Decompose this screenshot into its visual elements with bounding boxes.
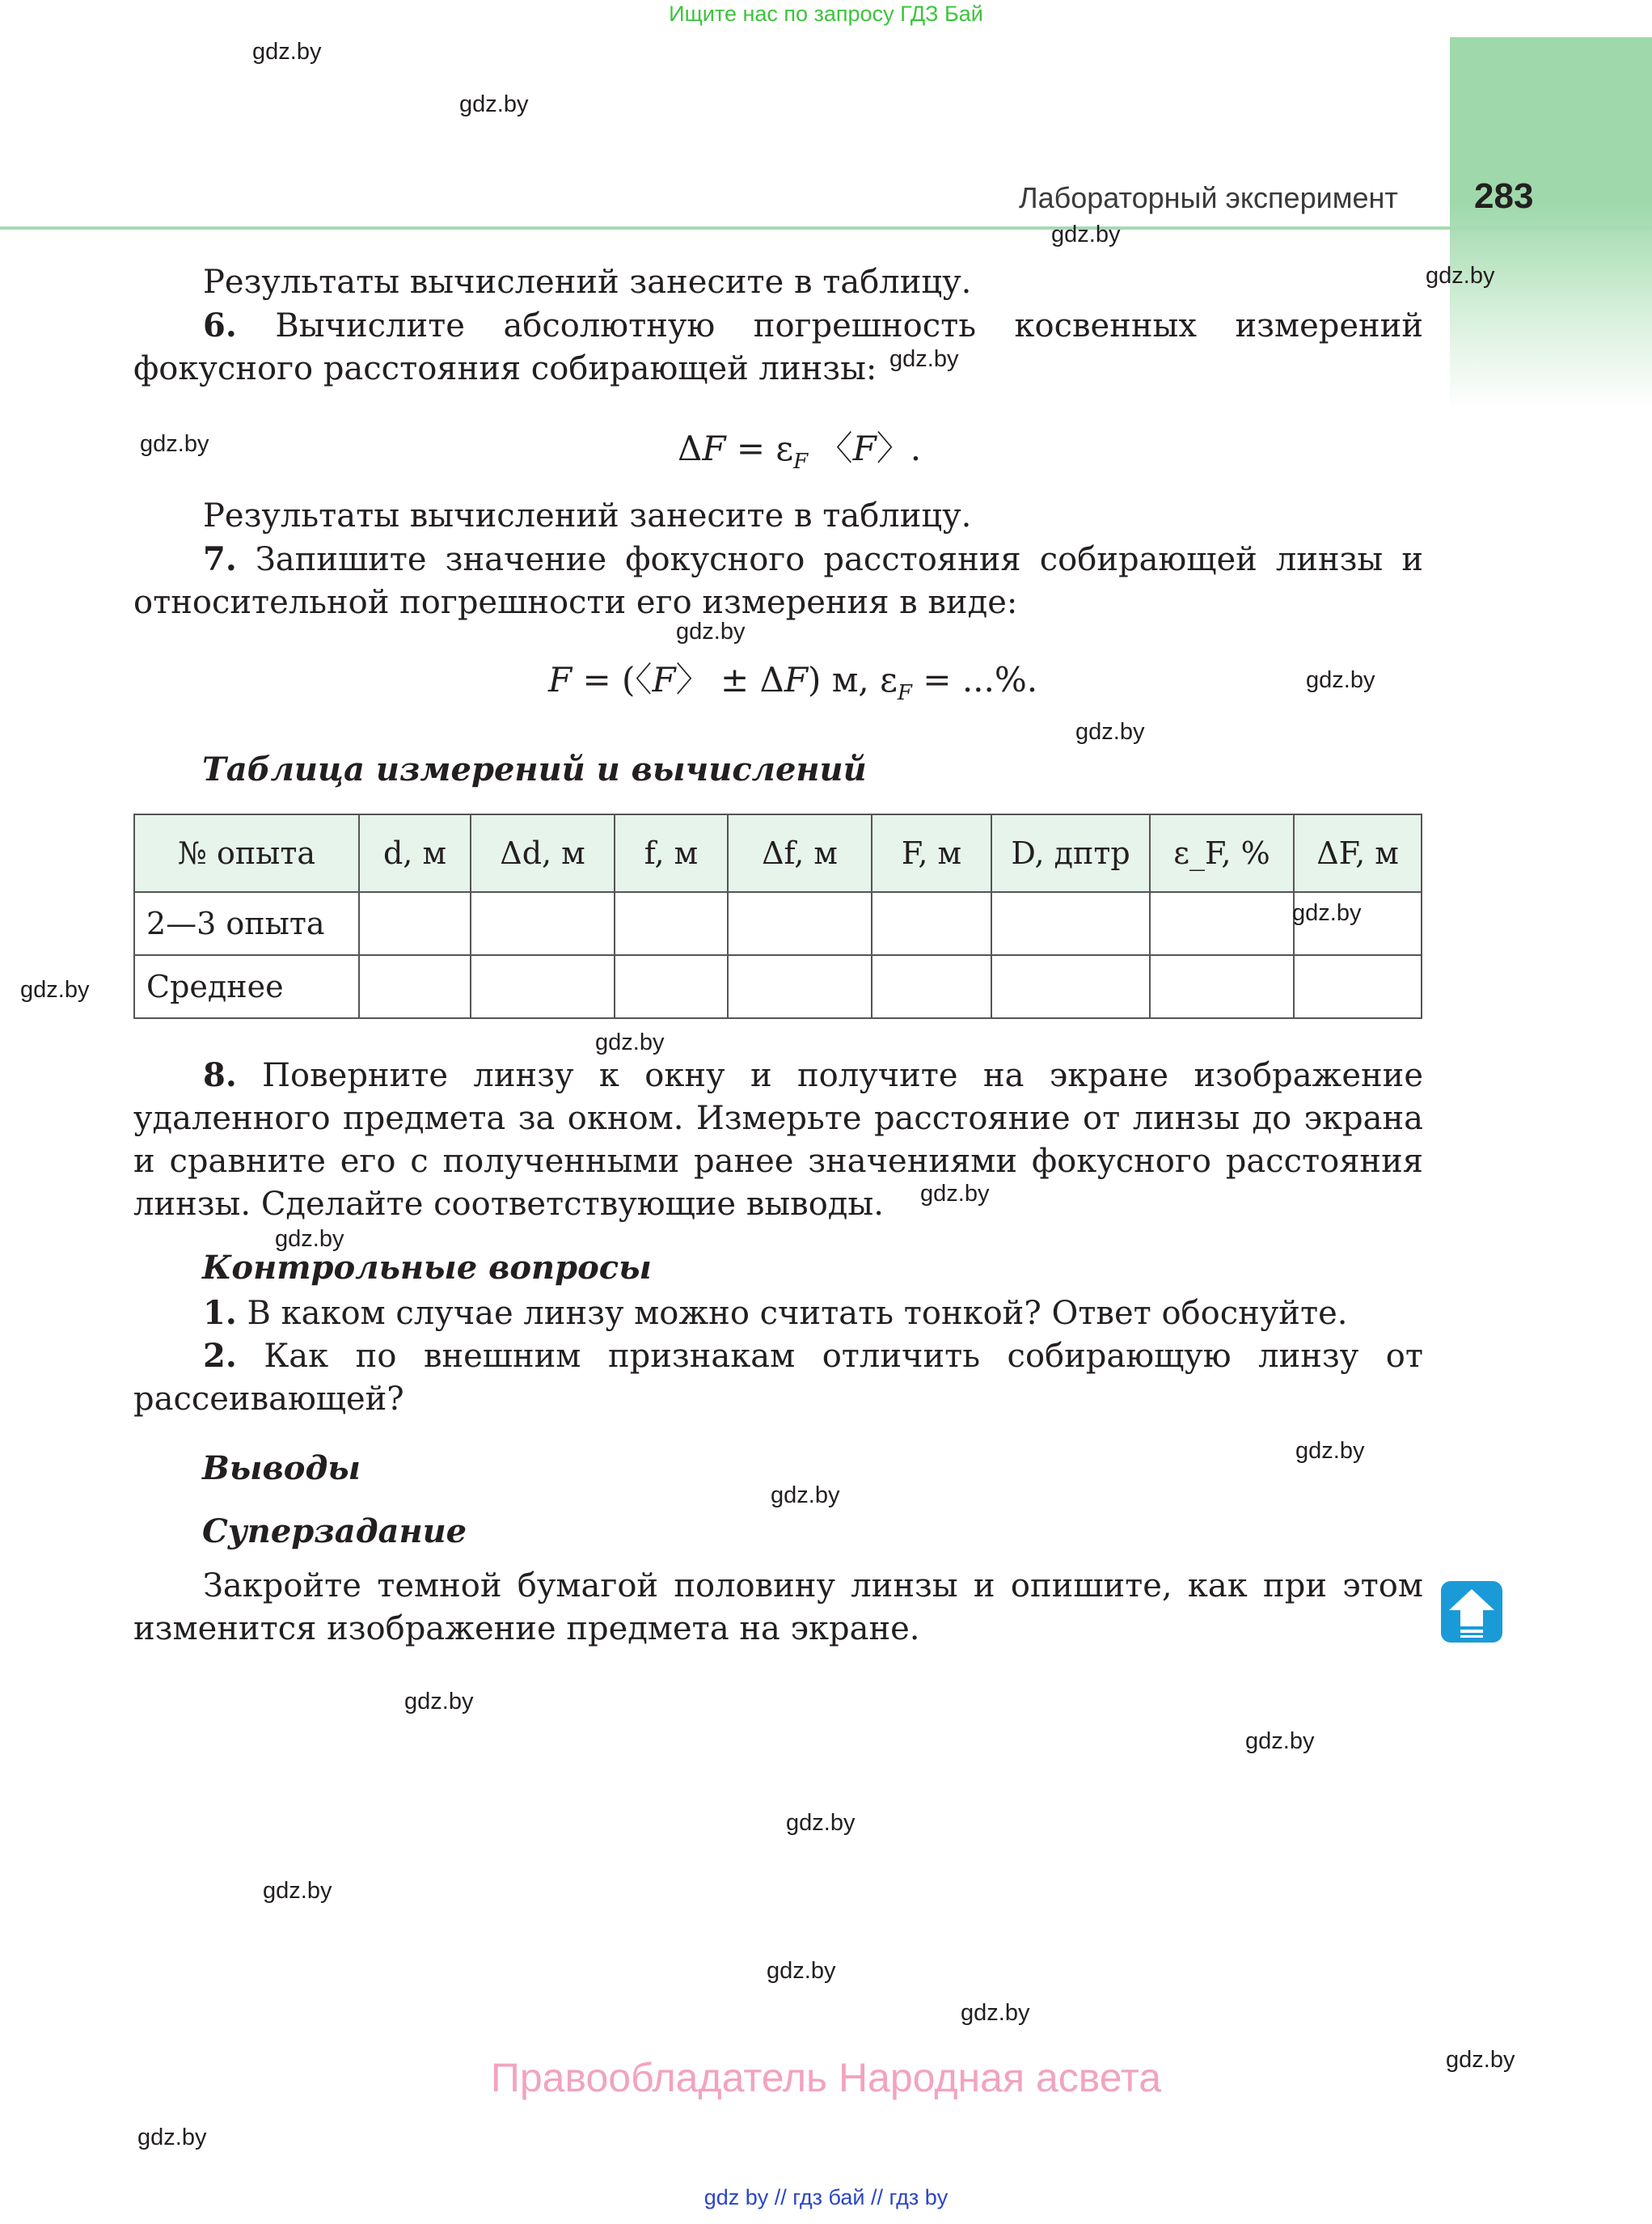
- column-header: ε_F, %: [1150, 814, 1294, 892]
- table-cell: [359, 955, 471, 1018]
- conclusions-heading: Выводы: [202, 1449, 361, 1487]
- table-cell: [471, 955, 615, 1018]
- formula-result: F = (〈F〉 ± ΔF) м, $\varepsilon_F$ = ...%.: [548, 660, 1038, 705]
- table-cell: [991, 955, 1150, 1018]
- header-divider: [0, 226, 1652, 230]
- table-title: Таблица измерений и вычислений: [202, 750, 867, 789]
- top-banner[interactable]: Ищите нас по запросу ГДЗ Бай: [669, 2, 983, 26]
- arrow-up-icon[interactable]: [1441, 1581, 1502, 1643]
- step-6: 6. Вычислите абсолютную погрешность косвенных измерений фокусного расстояния собирающей линзы:: [133, 307, 1424, 387]
- paragraph-results-2: Результаты вычислений занесите в таблицу.: [203, 497, 972, 535]
- watermark: gdz.by: [459, 91, 529, 117]
- control-questions-heading: Контрольные вопросы: [202, 1249, 652, 1287]
- table-cell: [1150, 892, 1294, 955]
- question-2: 2. Как по внешним признакам отличить собирающую линзу от рассеивающей?: [133, 1337, 1423, 1418]
- column-header: F, м: [872, 814, 991, 892]
- watermark: gdz.by: [1051, 222, 1121, 247]
- watermark: gdz.by: [20, 977, 90, 1003]
- formula-unit: м,: [831, 660, 869, 700]
- watermark: gdz.by: [1446, 2047, 1515, 2073]
- watermark: gdz.by: [1295, 1438, 1365, 1464]
- watermark: gdz.by: [889, 346, 959, 372]
- column-header: ΔF, м: [1294, 814, 1422, 892]
- table-cell: [728, 955, 872, 1018]
- watermark: gdz.by: [137, 2125, 207, 2150]
- watermark: gdz.by: [920, 1181, 990, 1207]
- table-cell: [1294, 955, 1422, 1018]
- table-cell: [359, 892, 471, 955]
- watermark: gdz.by: [961, 2000, 1030, 2026]
- column-header: d, м: [359, 814, 471, 892]
- column-header: f, м: [615, 814, 728, 892]
- watermark: gdz.by: [263, 1878, 332, 1904]
- column-header: D, дптр: [991, 814, 1150, 892]
- page-number: 283: [1474, 176, 1534, 216]
- watermark: gdz.by: [1306, 667, 1375, 693]
- footer-links[interactable]: gdz by // гдз бай // гдз by: [703, 2185, 949, 2209]
- watermark: gdz.by: [1426, 263, 1495, 289]
- formula-absolute-error: $\Delta F = \varepsilon_F$ 〈F〉.: [678, 429, 922, 474]
- table-cell: [872, 955, 991, 1018]
- page-tab-decoration: [1450, 37, 1652, 409]
- table-row: [134, 892, 1422, 955]
- column-header: № опыта: [134, 814, 359, 892]
- watermark: gdz.by: [275, 1226, 344, 1252]
- supertask-heading: Суперзадание: [202, 1512, 467, 1550]
- watermark: gdz.by: [595, 1030, 665, 1055]
- table-cell: [1150, 955, 1294, 1018]
- table-cell: [991, 892, 1150, 955]
- watermark: gdz.by: [1075, 719, 1145, 745]
- watermark: gdz.by: [786, 1810, 856, 1836]
- watermark: gdz.by: [676, 619, 746, 645]
- watermark: gdz.by: [140, 431, 209, 457]
- table-header-row: [134, 814, 1422, 892]
- paragraph-results-1: Результаты вычислений занесите в таблицу.: [203, 264, 972, 301]
- table-row: [134, 955, 1422, 1018]
- watermark: gdz.by: [252, 39, 322, 65]
- measurements-table: [133, 814, 1422, 1019]
- row-label: Среднее: [134, 955, 359, 1018]
- watermark: gdz.by: [767, 1958, 836, 1984]
- table-cell: [615, 892, 728, 955]
- copyright-notice: Правообладатель Народная асвета: [490, 2055, 1162, 2100]
- step-7: 7. Запишите значение фокусного расстояния собирающей линзы и относительной погрешности его измерения в виде:: [133, 540, 1423, 621]
- chapter-title: Лабораторный эксперимент: [1019, 181, 1398, 214]
- watermark: gdz.by: [771, 1482, 840, 1508]
- table-cell: [471, 892, 615, 955]
- column-header: Δf, м: [728, 814, 872, 892]
- step-8: 8. Поверните линзу к окну и получите на экране изображение удаленного предмета за окном. Измерьте расстояние от линзы до экрана и сравните его с полученными ранее значениями фокусного расстояния линзы. Сделайте соответствующие выводы.: [133, 1056, 1423, 1223]
- watermark: gdz.by: [404, 1689, 474, 1715]
- row-label: 2—3 опыта: [134, 892, 359, 955]
- supertask-text: Закройте темной бумагой половину линзы и опишите, как при этом изменится изображение предмета на экране.: [133, 1567, 1423, 1647]
- table-cell: [872, 892, 991, 955]
- table-cell: [615, 955, 728, 1018]
- table-cell: [728, 892, 872, 955]
- question-1: 1. В каком случае линзу можно считать тонкой? Ответ обоснуйте.: [203, 1294, 1348, 1332]
- watermark: gdz.by: [1292, 900, 1362, 926]
- column-header: Δd, м: [471, 814, 615, 892]
- watermark: gdz.by: [1245, 1728, 1315, 1754]
- formula-tail: = ...%.: [923, 660, 1038, 700]
